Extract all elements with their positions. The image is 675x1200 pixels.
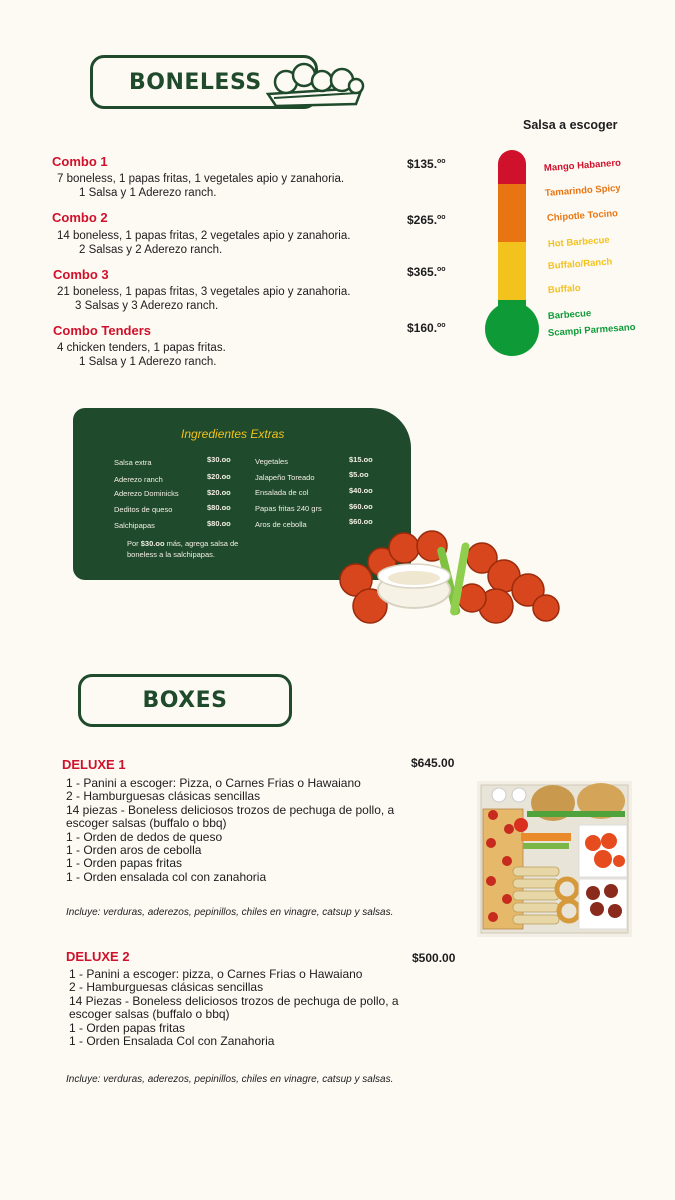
combo-1-title: Combo 1 [52, 154, 108, 169]
deluxe-1-note: Incluye: verduras, aderezos, pepinillos, chiles en vinagre, catsup y salsas. [66, 907, 394, 918]
extra-price: $5.oo [349, 470, 369, 479]
extra-item: Salsa extra [114, 458, 152, 467]
deluxe-1-price: $645.00 [411, 756, 455, 770]
combo-tenders-price: $160.$^{oo}$ [407, 321, 446, 335]
deluxe-1-item: 1 - Orden de dedos de queso [66, 829, 223, 844]
extra-price: $20.oo [207, 488, 231, 497]
sauce-scampi-parmesano: Scampi Parmesano [547, 321, 636, 339]
combo-2-title: Combo 2 [52, 210, 108, 225]
extra-item: Deditos de queso [114, 505, 173, 514]
sauce-title: Salsa a escoger [523, 118, 618, 132]
extras-title: Ingredientes Extras [181, 427, 285, 441]
deluxe-2-note: Incluye: verduras, aderezos, pepinillos, chiles en vinagre, catsup y salsas. [66, 1074, 394, 1085]
deluxe-1-item: 1 - Orden ensalada col con zanahoria [66, 869, 267, 884]
extra-price: $80.oo [207, 503, 231, 512]
combo-2-price: $265.$^{oo}$ [407, 213, 446, 227]
combo-3-line-2: 3 Salsas y 3 Aderezo ranch. [75, 300, 219, 312]
combo-3-price: $365.$^{oo}$ [407, 265, 446, 279]
sauce-buffalo-ranch: Buffalo/Ranch [547, 256, 613, 272]
combo-2-line-2: 2 Salsas y 2 Aderezo ranch. [79, 244, 223, 256]
sauce-mango-habanero: Mango Habanero [543, 157, 622, 174]
extra-price: $60.oo [349, 517, 373, 526]
deluxe-2-item: 14 Piezas - Boneless deliciosos trozos de pechuga de pollo, a [69, 993, 399, 1008]
deluxe-1-item: 14 piezas - Boneless deliciosos trozos de pechuga de pollo, a [66, 802, 395, 817]
extras-note: Por $30.oo más, agrega salsa de boneless a la salchipapas. [127, 539, 239, 559]
boneless-title: BONELESS [129, 69, 262, 95]
combo-1-price: $135.$^{oo}$ [407, 157, 446, 171]
combo-1-line-1: 7 boneless, 1 papas fritas, 1 vegetales apio y zanahoria. [57, 173, 345, 185]
extra-item: Aderezo Dominicks [114, 489, 179, 498]
extra-price: $60.oo [349, 502, 373, 511]
combo-3-title: Combo 3 [53, 267, 109, 282]
sauce-tamarindo-spicy: Tamarindo Spicy [544, 182, 622, 199]
spice-thermometer-icon [480, 146, 550, 360]
extra-item: Ensalada de col [255, 488, 309, 497]
deluxe-1-item: escoger salsas (buffalo o bbq) [66, 816, 227, 831]
extra-price: $20.oo [207, 472, 231, 481]
boxes-title-pill [78, 674, 292, 727]
combo-tenders-title: Combo Tenders [53, 323, 151, 338]
combo-1-line-2: 1 Salsa y 1 Aderezo ranch. [79, 187, 217, 199]
combo-2-line-1: 14 boneless, 1 papas fritas, 2 vegetales apio y zanahoria. [57, 230, 351, 242]
extra-item: Vegetales [255, 457, 288, 466]
deluxe-1-item: 1 - Panini a escoger: Pizza, o Carnes Frias o Hawaiano [66, 776, 361, 790]
extra-price: $40.oo [349, 486, 373, 495]
extra-item: Aros de cebolla [255, 520, 307, 529]
deluxe-1-item: 1 - Orden papas fritas [66, 856, 183, 871]
extra-price: $80.oo [207, 519, 231, 528]
deluxe-1-items [66, 777, 394, 884]
extra-item: Papas fritas 240 grs [255, 504, 322, 513]
sauce-chipotle-tocino: Chipotle Tocino [546, 208, 619, 224]
extra-item: Aderezo ranch [114, 475, 163, 484]
combo-3-line-1: 21 boneless, 1 papas fritas, 3 vegetales apio y zanahoria. [57, 286, 351, 298]
deluxe-2-item: escoger salsas (buffalo o bbq) [69, 1007, 230, 1022]
boxes-title: BOXES [142, 688, 228, 713]
boneless-wings-image [332, 528, 560, 628]
extra-price: $15.oo [349, 455, 373, 464]
sauce-hot-barbecue: Hot Barbecue [547, 234, 610, 250]
deluxe-1-item: 1 - Orden aros de cebolla [66, 843, 202, 858]
deluxe-2-item: 1 - Panini a escoger: pizza, o Carnes Frias o Hawaiano [69, 967, 363, 981]
deluxe-2-title: DELUXE 2 [66, 949, 130, 964]
deluxe-2-item: 1 - Orden Ensalada Col con Zanahoria [69, 1034, 275, 1049]
combo-tenders-line-2: 1 Salsa y 1 Aderezo ranch. [79, 356, 217, 368]
box-platter-image [477, 781, 632, 937]
deluxe-1-title: DELUXE 1 [62, 757, 126, 772]
sauce-barbecue: Barbecue [547, 307, 592, 322]
extra-price: $30.oo [207, 455, 231, 464]
combo-tenders-line-1: 4 chicken tenders, 1 papas fritas. [57, 342, 226, 354]
deluxe-2-item: 1 - Orden papas fritas [69, 1020, 186, 1035]
sauce-buffalo: Buffalo [547, 282, 582, 296]
extra-item: Salchipapas [114, 521, 155, 530]
deluxe-2-items [69, 968, 399, 1048]
boneless-basket-icon [262, 60, 370, 110]
extra-item: Jalapeño Toreado [255, 473, 315, 482]
deluxe-2-price: $500.00 [412, 951, 456, 965]
deluxe-1-item: 2 - Hamburguesas clásicas sencillas [66, 789, 261, 804]
deluxe-2-item: 2 - Hamburguesas clásicas sencillas [69, 980, 264, 995]
